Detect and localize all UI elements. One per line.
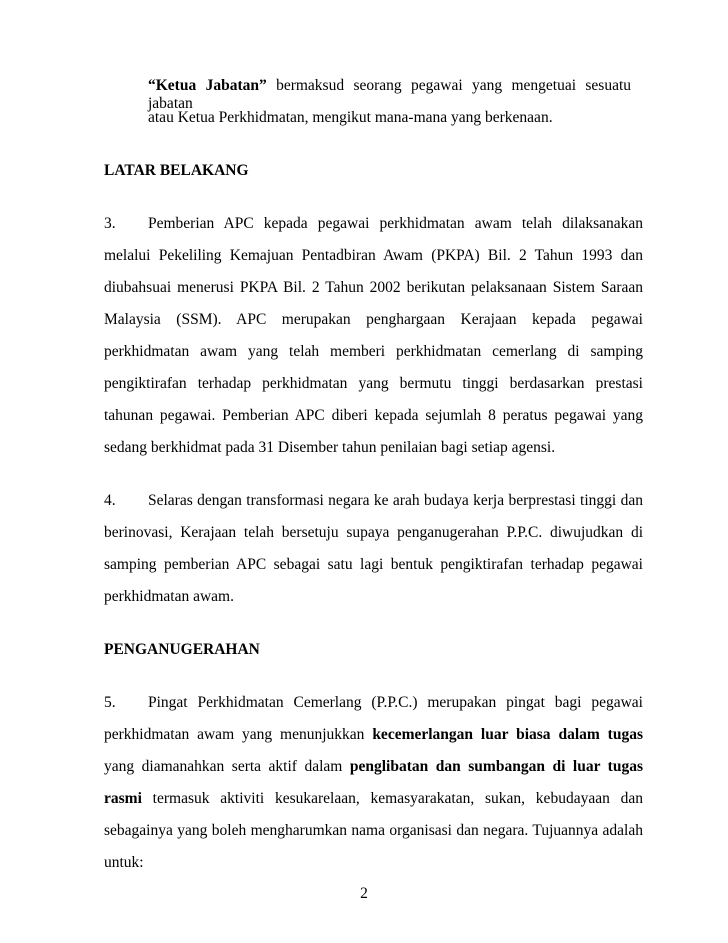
para3-line-6: pengiktirafan terhadap perkhidmatan yang bermutu tinggi berdasarkan prestasi [104,375,643,392]
definition-term: “Ketua Jabatan” [148,77,267,94]
definition-text: bermaksud seorang pegawai yang mengetuai sesuatu jabatan [148,77,632,112]
para4-line-3: samping pemberian APC sebagai satu lagi bentuk pengiktirafan terhadap pegawai [104,556,643,573]
para5-emphasis-2: penglibatan dan sumbangan di luar tugas [349,758,643,775]
heading-latar-belakang: LATAR BELAKANG [104,162,249,179]
para3-line-1 [104,215,643,233]
page-number: 2 [360,885,368,902]
para5-line-4 [104,790,643,808]
para3-line-5: perkhidmatan awam yang telah memberi perkhidmatan cemerlang di samping [104,343,643,360]
para4-line-1 [104,492,643,510]
para5-line-2 [104,726,643,744]
para3-line-2: melalui Pekeliling Kemajuan Pentadbiran Awam (PKPA) Bil. 2 Tahun 1993 dan [104,247,643,264]
para5-text-1: Pingat Perkhidmatan Cemerlang (P.P.C.) merupakan pingat bagi pegawai [148,694,643,711]
para4-text-1: Selaras dengan transformasi negara ke arah budaya kerja berprestasi tinggi dan [148,492,643,509]
para5-text-4: termasuk aktiviti kesukarelaan, kemasyarakatan, sukan, kebudayaan dan [141,790,643,807]
para5-line-5: sebagainya yang boleh mengharumkan nama organisasi dan negara. Tujuannya adalah [104,822,643,839]
para4-line-4: perkhidmatan awam. [104,588,234,605]
heading-penganugerahan: PENGANUGERAHAN [104,641,260,658]
para3-number: 3. [104,215,116,232]
para4-number: 4. [104,492,116,509]
para3-line-8: sedang berkhidmat pada 31 Disember tahun penilaian bagi setiap agensi. [104,439,556,456]
para3-text-1: Pemberian APC kepada pegawai perkhidmatan awam telah dilaksanakan [148,215,643,232]
definition-line-1 [148,77,631,113]
para5-emphasis-1: kecemerlangan luar biasa dalam tugas [372,726,643,743]
para3-line-3: diubahsuai menerusi PKPA Bil. 2 Tahun 2002 berikutan pelaksanaan Sistem Saraan [104,279,643,296]
para3-line-4: Malaysia (SSM). APC merupakan penghargaan Kerajaan kepada pegawai [104,311,643,328]
para5-emphasis-3: rasmi [104,790,142,807]
definition-line-2: atau Ketua Perkhidmatan, mengikut mana-mana yang berkenaan. [148,109,553,126]
para5-number: 5. [104,694,116,711]
para5-text-2: perkhidmatan awam yang menunjukkan [104,726,373,743]
para5-line-3 [104,758,643,776]
para4-line-2: berinovasi, Kerajaan telah bersetuju supaya penganugerahan P.P.C. diwujudkan di [104,524,643,541]
para5-text-3: yang diamanahkan serta aktif dalam [104,758,350,775]
para5-line-1 [104,694,643,712]
para5-line-6: untuk: [104,854,144,871]
para3-line-7: tahunan pegawai. Pemberian APC diberi kepada sejumlah 8 peratus pegawai yang [104,407,643,424]
